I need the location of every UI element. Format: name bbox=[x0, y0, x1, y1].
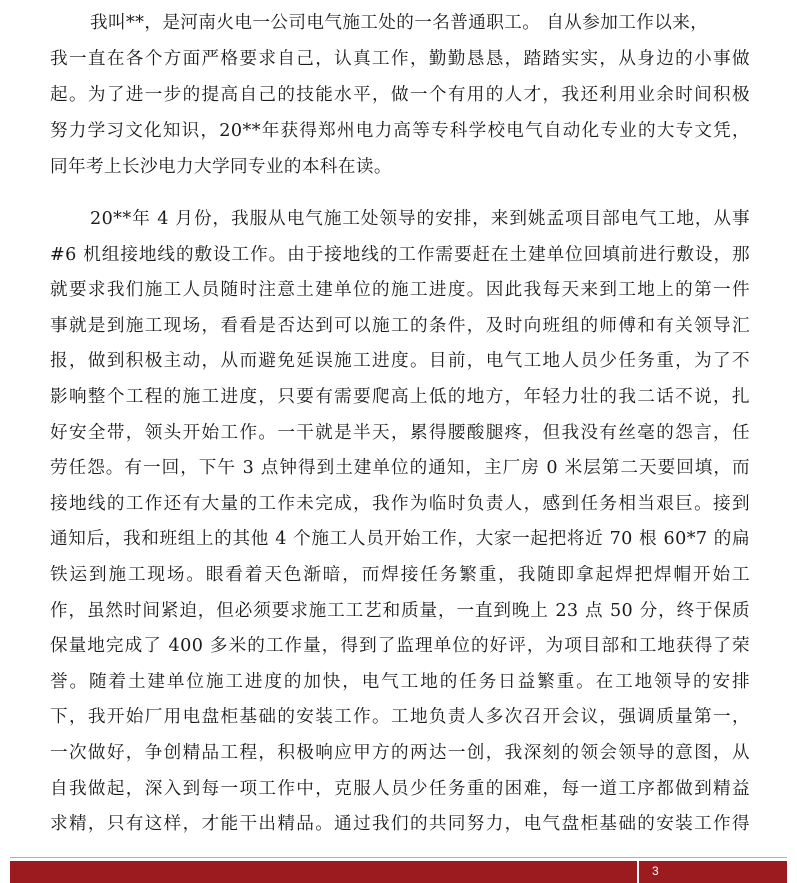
paragraph-line: 起。为了进一步的提高自己的技能水平，做一个有用的人才，我还利用业余时间积极 bbox=[50, 85, 750, 105]
paragraph-line: 保量地完成了 400 多米的工作量，得到了监理单位的好评，为项目部和工地获得了荣 bbox=[50, 636, 750, 657]
paragraph-line: 劳任怨。有一回，下午 3 点钟得到土建单位的通知，主厂房 0 米层第二天要回填，而 bbox=[50, 458, 750, 479]
paragraph-line: 20**年 4 月份，我服从电气施工处领导的安排，来到姚孟项目部电气工地，从事 bbox=[90, 209, 750, 229]
paragraph-line: 铁运到施工现场。眼看着天色渐暗，而焊接任务繁重，我随即拿起焊把焊帽开始工 bbox=[50, 565, 750, 585]
paragraph-line: 影响整个工程的施工进度，只要有需要爬高上低的地方，年轻力壮的我二话不说，扎 bbox=[50, 387, 750, 407]
paragraph-line: 就要求我们施工人员随时注意土建单位的施工进度。因此我每天来到工地上的第一件 bbox=[50, 280, 750, 301]
paragraph-line: 下，我开始厂用电盘柜基础的安装工作。工地负责人多次召开会议，强调质量第一， bbox=[50, 707, 750, 728]
footer-rule bbox=[10, 857, 787, 858]
paragraph-line: 好安全带，领头开始工作。一干就是半天，累得腰酸腿疼，但我没有丝毫的怨言，任 bbox=[50, 422, 750, 443]
paragraph-1 bbox=[50, 8, 750, 177]
paragraph-line: 努力学习文化知识，20**年获得郑州电力高等专科学校电气自动化专业的大专文凭， bbox=[50, 121, 750, 141]
paragraph-line: 报，做到积极主动，从而避免延误施工进度。目前，电气工地人员少任务重，为了不 bbox=[50, 351, 750, 372]
footer-divider bbox=[637, 861, 639, 883]
paragraph-line: 通知后，我和班组上的其他 4 个施工人员开始工作，大家一起把将近 70 根 60*7 的扁 bbox=[50, 529, 750, 550]
paragraph-2 bbox=[50, 204, 750, 854]
paragraph-line: 求精，只有这样，才能干出精品。通过我们的共同努力，电气盘柜基础的安装工作得 bbox=[50, 814, 750, 835]
paragraph-line: 接地线的工作还有大量的工作未完成，我作为临时负责人，感到任务相当艰巨。接到 bbox=[50, 493, 750, 514]
paragraph-line: 同年考上长沙电力大学同专业的本科在读。 bbox=[50, 157, 392, 177]
paragraph-line: 作，虽然时间紧迫，但必须要求施工工艺和质量，一直到晚上 23 点 50 分，终于保质 bbox=[50, 600, 750, 621]
paragraph-line: 自我做起，深入到每一项工作中，克服人员少任务重的困难，每一道工序都做到精益 bbox=[50, 778, 750, 799]
paragraph-line: 一次做好，争创精品工程，积极响应甲方的两达一创，我深刻的领会领导的意图，从 bbox=[50, 743, 750, 763]
paragraph-line: #6 机组接地线的敷设工作。由于接地线的工作需要赶在土建单位回填前进行敷设，那 bbox=[50, 244, 750, 265]
footer-bar bbox=[10, 861, 787, 883]
paragraph-line: 我一直在各个方面严格要求自己，认真工作，勤勤恳恳，踏踏实实，从身边的小事做 bbox=[50, 49, 750, 69]
paragraph-line: 我叫**，是河南火电一公司电气施工处的一名普通职工。 自从参加工作以来， bbox=[90, 13, 709, 33]
page-number: 3 bbox=[652, 864, 659, 878]
paragraph-line: 誉。随着土建单位施工进度的加快，电气工地的任务日益繁重。在工地领导的安排 bbox=[50, 671, 750, 692]
paragraph-line: 事就是到施工现场，看看是否达到可以施工的条件，及时向班组的师傅和有关领导汇 bbox=[50, 315, 750, 336]
